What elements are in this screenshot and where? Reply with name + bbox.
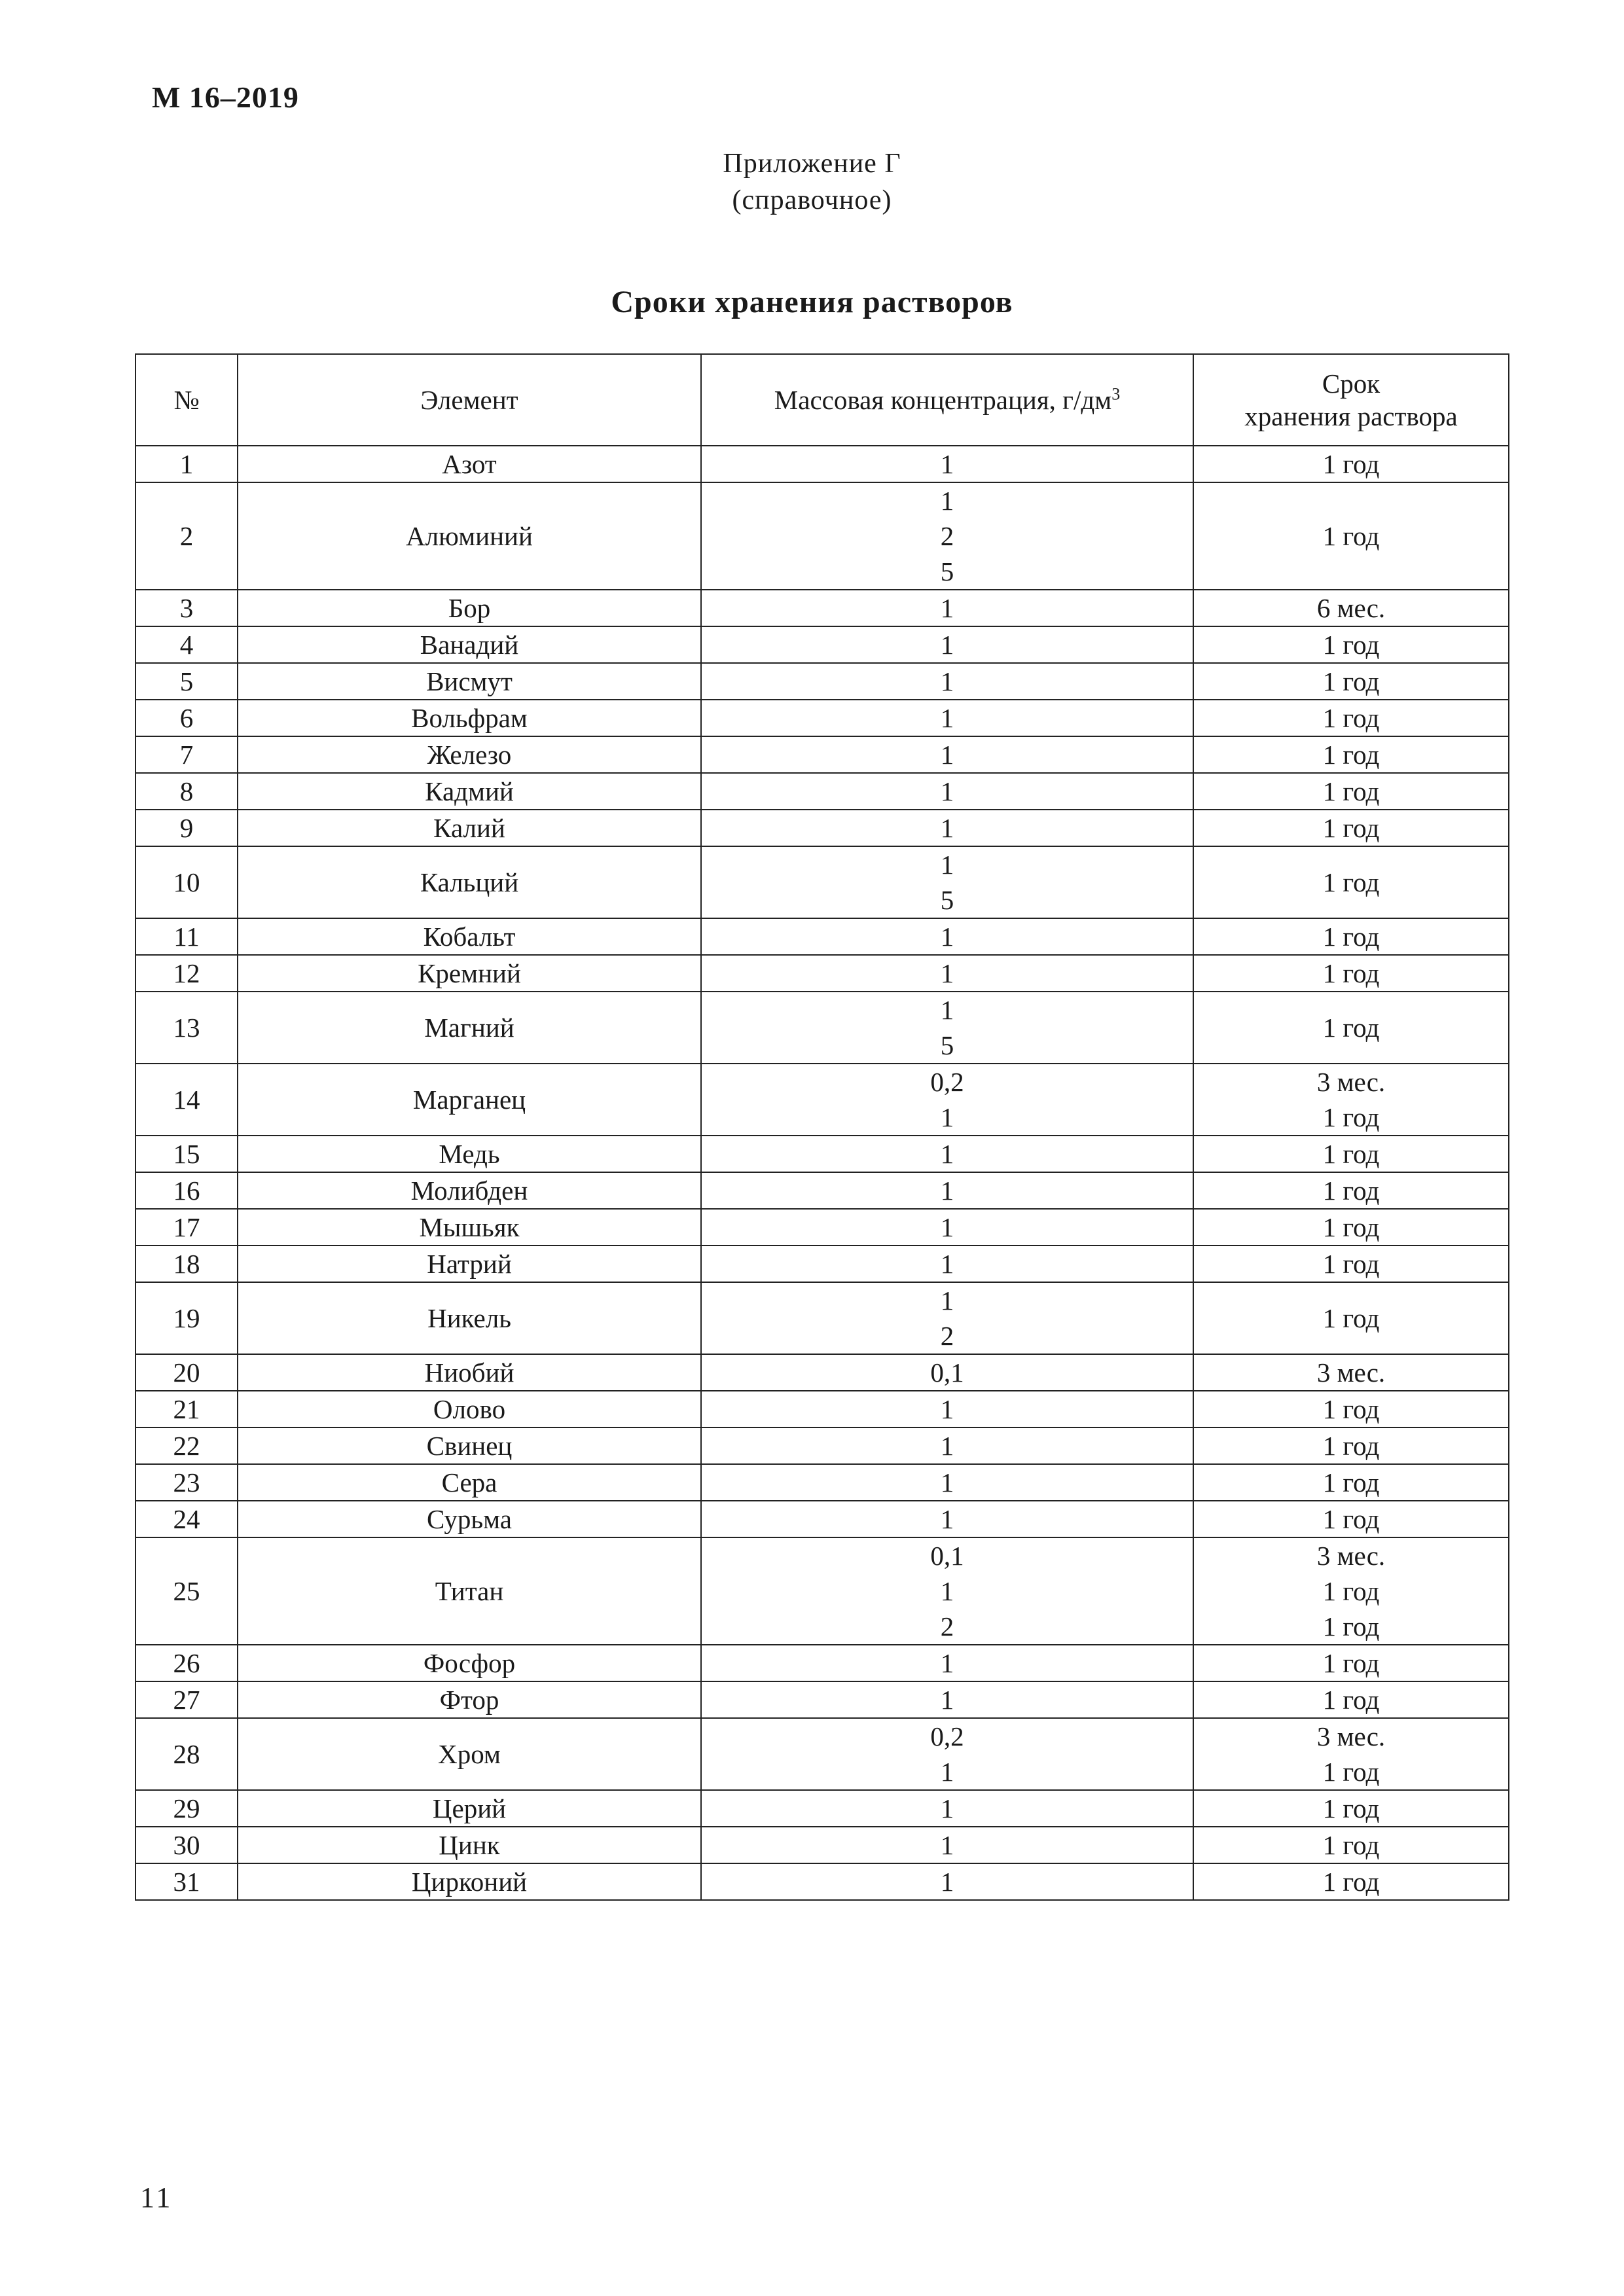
cell-storage-term: [1193, 1391, 1509, 1427]
cell-element: Сурьма: [238, 1501, 701, 1537]
header-storage-line1: Срок: [1322, 368, 1380, 399]
cell-num: 4: [135, 626, 238, 663]
cell-concentration: [701, 1427, 1193, 1464]
cell-num: 13: [135, 992, 238, 1064]
storage-term-value: 1 год: [1322, 1303, 1380, 1333]
table-row: [135, 626, 1509, 663]
table-row: [135, 736, 1509, 773]
cell-storage-term: [1193, 1681, 1509, 1718]
cell-concentration: [701, 446, 1193, 482]
concentration-value: 1: [940, 1867, 954, 1897]
cell-storage-term: [1193, 1537, 1509, 1645]
cell-storage-term: [1193, 1827, 1509, 1863]
concentration-value: 0,1: [930, 1357, 964, 1388]
cell-num: 12: [135, 955, 238, 992]
table-row: [135, 590, 1509, 626]
concentration-value: 1: [940, 593, 954, 623]
cell-num: 29: [135, 1790, 238, 1827]
concentration-value: 1: [940, 1175, 954, 1206]
cell-concentration: [701, 1282, 1193, 1354]
storage-term-value: 1 год: [1322, 1648, 1380, 1678]
storage-term-value: 1 год: [1322, 1013, 1380, 1043]
table-row: [135, 1681, 1509, 1718]
concentration-value: 1: [940, 703, 954, 733]
concentration-value: 1: [940, 1830, 954, 1860]
cell-storage-term: [1193, 663, 1509, 700]
storage-term-value: 1 год: [1322, 958, 1380, 988]
concentration-value: 1: [940, 1504, 954, 1534]
storage-term-value: 1 год: [1322, 666, 1380, 696]
storage-term-value: 1 год: [1322, 776, 1380, 806]
concentration-value: 1: [940, 1394, 954, 1424]
concentration-value: 2: [940, 521, 954, 551]
storage-term-value: 1 год: [1322, 1212, 1380, 1242]
concentration-value: 1: [940, 1139, 954, 1169]
cell-storage-term: [1193, 1718, 1509, 1790]
cell-element: Церий: [238, 1790, 701, 1827]
cell-element: Цирконий: [238, 1863, 701, 1900]
cell-storage-term: [1193, 482, 1509, 590]
header-concentration-sup: 3: [1111, 384, 1121, 404]
table-row: [135, 918, 1509, 955]
table-row: [135, 1537, 1509, 1645]
table-row: [135, 482, 1509, 590]
table-row: [135, 663, 1509, 700]
cell-storage-term: [1193, 918, 1509, 955]
cell-element: Ниобий: [238, 1354, 701, 1391]
concentration-value: 0,1: [930, 1541, 964, 1571]
cell-storage-term: [1193, 1427, 1509, 1464]
concentration-value: 1: [940, 1431, 954, 1461]
cell-storage-term: [1193, 992, 1509, 1064]
cell-num: 3: [135, 590, 238, 626]
cell-storage-term: [1193, 1064, 1509, 1136]
cell-element: Калий: [238, 810, 701, 846]
cell-concentration: [701, 1827, 1193, 1863]
cell-concentration: [701, 992, 1193, 1064]
cell-storage-term: [1193, 1501, 1509, 1537]
concentration-value: 1: [940, 850, 954, 880]
cell-element: Сера: [238, 1464, 701, 1501]
table-row: [135, 1645, 1509, 1681]
cell-storage-term: [1193, 1464, 1509, 1501]
cell-concentration: [701, 482, 1193, 590]
page-number: 11: [140, 2181, 173, 2214]
cell-element: Железо: [238, 736, 701, 773]
cell-num: 17: [135, 1209, 238, 1246]
concentration-value: 2: [940, 1321, 954, 1351]
concentration-value: 2: [940, 1611, 954, 1641]
cell-element: Бор: [238, 590, 701, 626]
cell-num: 30: [135, 1827, 238, 1863]
cell-num: 22: [135, 1427, 238, 1464]
table-row: [135, 1391, 1509, 1427]
cell-concentration: [701, 1246, 1193, 1282]
cell-storage-term: [1193, 955, 1509, 992]
table-row: [135, 773, 1509, 810]
table-row: [135, 700, 1509, 736]
table-row: [135, 1464, 1509, 1501]
cell-element: Свинец: [238, 1427, 701, 1464]
storage-term-value: 1 год: [1322, 1102, 1380, 1132]
cell-concentration: [701, 773, 1193, 810]
cell-element: Марганец: [238, 1064, 701, 1136]
cell-element: Кадмий: [238, 773, 701, 810]
concentration-value: 1: [940, 995, 954, 1025]
appendix-title: Приложение Г: [723, 149, 901, 179]
cell-concentration: [701, 1718, 1193, 1790]
cell-num: 25: [135, 1537, 238, 1645]
concentration-value: 1: [940, 1285, 954, 1316]
cell-element: Кобальт: [238, 918, 701, 955]
cell-storage-term: [1193, 700, 1509, 736]
storage-term-value: 1 год: [1322, 1139, 1380, 1169]
concentration-value: 0,2: [930, 1067, 964, 1097]
cell-num: 26: [135, 1645, 238, 1681]
table-row: [135, 1427, 1509, 1464]
table-row: [135, 992, 1509, 1064]
cell-num: 6: [135, 700, 238, 736]
cell-storage-term: [1193, 1282, 1509, 1354]
table-row: [135, 1501, 1509, 1537]
storage-term-value: 1 год: [1322, 1830, 1380, 1860]
table-row: [135, 1282, 1509, 1354]
cell-storage-term: [1193, 1172, 1509, 1209]
table-header-row: [135, 354, 1509, 446]
cell-concentration: [701, 918, 1193, 955]
cell-num: 19: [135, 1282, 238, 1354]
concentration-value: 1: [940, 1102, 954, 1132]
cell-storage-term: [1193, 590, 1509, 626]
concentration-value: 5: [940, 556, 954, 586]
table-row: [135, 810, 1509, 846]
cell-num: 5: [135, 663, 238, 700]
concentration-value: 1: [940, 1648, 954, 1678]
table-row: [135, 1863, 1509, 1900]
cell-storage-term: [1193, 1246, 1509, 1282]
table-row: [135, 1209, 1509, 1246]
appendix-subtitle: (справочное): [732, 185, 892, 215]
appendix-heading: [0, 145, 1624, 219]
cell-num: 8: [135, 773, 238, 810]
cell-concentration: [701, 1863, 1193, 1900]
cell-num: 7: [135, 736, 238, 773]
storage-term-value: 1 год: [1322, 1394, 1380, 1424]
concentration-value: 1: [940, 922, 954, 952]
cell-element: Вольфрам: [238, 700, 701, 736]
cell-storage-term: [1193, 446, 1509, 482]
concentration-value: 1: [940, 486, 954, 516]
cell-element: Фтор: [238, 1681, 701, 1718]
cell-num: 10: [135, 846, 238, 918]
header-element: Элемент: [238, 354, 701, 446]
storage-term-value: 1 год: [1322, 922, 1380, 952]
document-code: М 16–2019: [152, 81, 299, 114]
concentration-value: 1: [940, 1467, 954, 1498]
cell-element: Кальций: [238, 846, 701, 918]
table-row: [135, 1172, 1509, 1209]
cell-element: Титан: [238, 1537, 701, 1645]
cell-concentration: [701, 1501, 1193, 1537]
cell-element: Алюминий: [238, 482, 701, 590]
storage-term-value: 1 год: [1322, 1793, 1380, 1823]
header-concentration-text: Массовая концентрация, г/дм: [774, 385, 1112, 415]
storage-term-value: 1 год: [1322, 703, 1380, 733]
concentration-value: 1: [940, 1757, 954, 1787]
cell-storage-term: [1193, 1136, 1509, 1172]
cell-num: 2: [135, 482, 238, 590]
cell-storage-term: [1193, 626, 1509, 663]
cell-num: 28: [135, 1718, 238, 1790]
cell-num: 15: [135, 1136, 238, 1172]
cell-element: Олово: [238, 1391, 701, 1427]
header-concentration: [701, 354, 1193, 446]
cell-num: 9: [135, 810, 238, 846]
cell-storage-term: [1193, 1209, 1509, 1246]
cell-element: Магний: [238, 992, 701, 1064]
cell-concentration: [701, 590, 1193, 626]
table-row: [135, 1827, 1509, 1863]
cell-storage-term: [1193, 810, 1509, 846]
table-row: [135, 846, 1509, 918]
table-row: [135, 1354, 1509, 1391]
storage-term-value: 6 мес.: [1316, 593, 1386, 623]
cell-storage-term: [1193, 736, 1509, 773]
table-row: [135, 1790, 1509, 1827]
cell-concentration: [701, 955, 1193, 992]
storage-term-value: 1 год: [1322, 1504, 1380, 1534]
cell-concentration: [701, 1354, 1193, 1391]
storage-table: [135, 353, 1509, 1901]
storage-term-value: 1 год: [1322, 1431, 1380, 1461]
storage-term-value: 1 год: [1322, 1685, 1380, 1715]
concentration-value: 5: [940, 885, 954, 915]
storage-term-value: 1 год: [1322, 1757, 1380, 1787]
storage-term-value: 1 год: [1322, 630, 1380, 660]
cell-concentration: [701, 1391, 1193, 1427]
cell-concentration: [701, 846, 1193, 918]
cell-concentration: [701, 700, 1193, 736]
table-row: [135, 955, 1509, 992]
storage-term-value: 1 год: [1322, 1175, 1380, 1206]
cell-element: Мышьяк: [238, 1209, 701, 1246]
storage-term-value: 1 год: [1322, 1467, 1380, 1498]
concentration-value: 1: [940, 740, 954, 770]
cell-storage-term: [1193, 1645, 1509, 1681]
cell-element: Хром: [238, 1718, 701, 1790]
cell-num: 16: [135, 1172, 238, 1209]
concentration-value: 1: [940, 958, 954, 988]
concentration-value: 0,2: [930, 1721, 964, 1751]
table-row: [135, 1718, 1509, 1790]
cell-concentration: [701, 810, 1193, 846]
storage-term-value: 1 год: [1322, 1576, 1380, 1606]
cell-element: Кремний: [238, 955, 701, 992]
cell-concentration: [701, 1172, 1193, 1209]
table-row: [135, 446, 1509, 482]
cell-element: Натрий: [238, 1246, 701, 1282]
cell-element: Никель: [238, 1282, 701, 1354]
cell-num: 18: [135, 1246, 238, 1282]
cell-storage-term: [1193, 1863, 1509, 1900]
storage-term-value: 1 год: [1322, 740, 1380, 770]
storage-term-value: 1 год: [1322, 449, 1380, 479]
concentration-value: 1: [940, 1249, 954, 1279]
header-storage-line2: хранения раствора: [1244, 401, 1458, 431]
cell-concentration: [701, 1209, 1193, 1246]
cell-num: 27: [135, 1681, 238, 1718]
cell-num: 31: [135, 1863, 238, 1900]
cell-concentration: [701, 1537, 1193, 1645]
storage-term-value: 3 мес.: [1316, 1541, 1386, 1571]
storage-term-value: 3 мес.: [1316, 1067, 1386, 1097]
cell-element: Азот: [238, 446, 701, 482]
cell-storage-term: [1193, 1790, 1509, 1827]
cell-element: Молибден: [238, 1172, 701, 1209]
cell-storage-term: [1193, 846, 1509, 918]
storage-term-value: 1 год: [1322, 813, 1380, 843]
cell-concentration: [701, 663, 1193, 700]
table-row: [135, 1136, 1509, 1172]
concentration-value: 1: [940, 813, 954, 843]
concentration-value: 1: [940, 666, 954, 696]
table-title: Сроки хранения растворов: [611, 285, 1013, 319]
cell-num: 14: [135, 1064, 238, 1136]
cell-storage-term: [1193, 1354, 1509, 1391]
concentration-value: 1: [940, 1576, 954, 1606]
cell-concentration: [701, 736, 1193, 773]
cell-concentration: [701, 1464, 1193, 1501]
concentration-value: 1: [940, 1793, 954, 1823]
storage-term-value: 1 год: [1322, 867, 1380, 897]
cell-concentration: [701, 1790, 1193, 1827]
cell-element: Ванадий: [238, 626, 701, 663]
cell-concentration: [701, 1681, 1193, 1718]
cell-element: Медь: [238, 1136, 701, 1172]
table-body: [135, 446, 1509, 1900]
table-row: [135, 1246, 1509, 1282]
storage-term-value: 3 мес.: [1316, 1721, 1386, 1751]
storage-term-value: 1 год: [1322, 1867, 1380, 1897]
concentration-value: 1: [940, 776, 954, 806]
concentration-value: 5: [940, 1030, 954, 1060]
cell-num: 20: [135, 1354, 238, 1391]
concentration-value: 1: [940, 449, 954, 479]
storage-term-value: 3 мес.: [1316, 1357, 1386, 1388]
cell-storage-term: [1193, 773, 1509, 810]
cell-num: 23: [135, 1464, 238, 1501]
cell-concentration: [701, 1136, 1193, 1172]
header-num: №: [135, 354, 238, 446]
cell-element: Цинк: [238, 1827, 701, 1863]
cell-concentration: [701, 1064, 1193, 1136]
concentration-value: 1: [940, 1212, 954, 1242]
storage-term-value: 1 год: [1322, 1249, 1380, 1279]
concentration-value: 1: [940, 630, 954, 660]
cell-concentration: [701, 626, 1193, 663]
cell-concentration: [701, 1645, 1193, 1681]
storage-term-value: 1 год: [1322, 1611, 1380, 1641]
cell-element: Висмут: [238, 663, 701, 700]
concentration-value: 1: [940, 1685, 954, 1715]
table-row: [135, 1064, 1509, 1136]
header-storage: [1193, 354, 1509, 446]
cell-num: 21: [135, 1391, 238, 1427]
storage-term-value: 1 год: [1322, 521, 1380, 551]
cell-num: 11: [135, 918, 238, 955]
cell-element: Фосфор: [238, 1645, 701, 1681]
cell-num: 24: [135, 1501, 238, 1537]
cell-num: 1: [135, 446, 238, 482]
